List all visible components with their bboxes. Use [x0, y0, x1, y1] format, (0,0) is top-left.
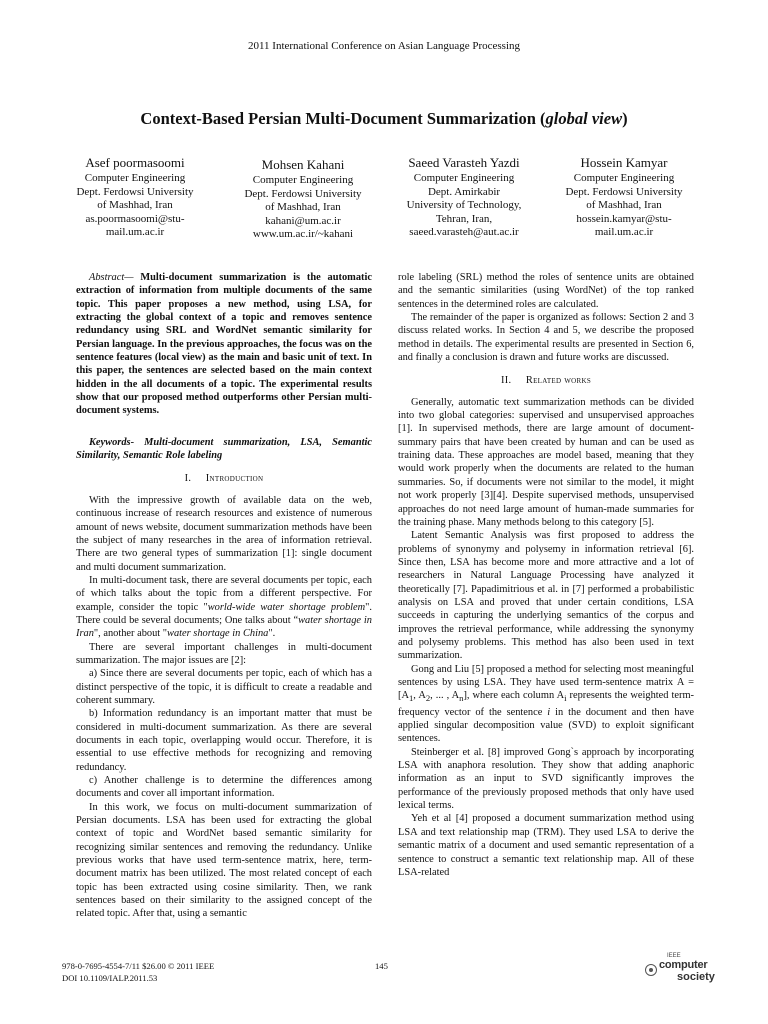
- author-email: hossein.kamyar@stu-: [576, 212, 672, 225]
- italic-run: i: [547, 706, 551, 718]
- author-name: Saeed Varasteh Yazdi: [408, 155, 520, 170]
- author-name: Hossein Kamyar: [580, 155, 668, 170]
- title-italic: global view: [545, 109, 623, 128]
- logo-computer-text: computer: [659, 959, 708, 971]
- section-title: Related works: [525, 375, 592, 387]
- section-title: Introduction: [205, 473, 264, 485]
- author-affiliation: Dept. Ferdowsi University: [244, 187, 362, 200]
- logo-society-text: society: [677, 971, 715, 983]
- author-affiliation: of Mashhad, Iran: [265, 201, 341, 214]
- section-heading: [76, 472, 372, 485]
- list-item: b) Information redundancy is an important matter that must be considered in multi-document summarization. As there are several documents in each topic, overlapping would occur. Therefore, it is essential to use effective methods for recognizing and removing redundancy.: [76, 708, 372, 773]
- paragraph: There are several important challenges in multi-document summarization. The major issues are [2]:: [76, 641, 372, 666]
- abstract-dash: —: [124, 272, 134, 283]
- text-run: , ... , A: [430, 690, 460, 702]
- author-affiliation: University of Technology,: [406, 199, 522, 212]
- author-affiliation: Dept. Ferdowsi University: [76, 185, 194, 198]
- author-email: kahani@um.ac.ir: [265, 214, 341, 227]
- author-block: [218, 158, 388, 241]
- right-column: [398, 271, 694, 879]
- text-run: Gong and Liu [5] proposed a method for selecting most meaningful sentences by using LSA. They have used term-sentence matrix A = [A: [398, 663, 694, 702]
- italic-run: water shortage in China: [167, 628, 269, 640]
- title-end: ): [622, 109, 628, 128]
- list-item: c) Another challenge is to determine the differences among documents and cover all important information.: [76, 775, 372, 800]
- text-run: , A: [413, 690, 426, 702]
- author-email: mail.um.ac.ir: [594, 226, 654, 239]
- author-affiliation: of Mashhad, Iran: [97, 199, 173, 212]
- conference-header: 2011 International Conference on Asian Language Processing: [247, 40, 521, 52]
- author-affiliation: Dept. Ferdowsi University: [565, 185, 683, 198]
- italic-run: water shortage in Iran: [76, 614, 372, 640]
- paragraph: With the impressive growth of available data on the web, continuous increase of research resources and existence of numerous amount of news website, document summarization methods have been the subject of many researches in the area of information retrieval. There are two general types of summarization [1]: single document and multi document summarization.: [76, 494, 372, 573]
- text-run: ", another about ": [93, 628, 168, 640]
- footer-isbn: 978-0-7695-4554-7/11 $26.00 © 2011 IEEE: [62, 961, 215, 971]
- text-run: in the document and then have applied singular decomposition value (SVD) to exploit significant sentences.: [398, 706, 695, 745]
- paper-title: [0, 109, 768, 129]
- text-run: represents the weighted term-frequency vector of the sentence: [398, 690, 694, 718]
- footer-copyright: [62, 961, 214, 984]
- author-affiliation: Dept. Amirkabir: [427, 185, 501, 198]
- abstract-text: Multi-document summarization is the automatic extraction of information from multiple documents of the same topic. This paper proposes a new method, using LSA, for extracting the global context of a topic and removes sentence redundancy using SRL and WordNet semantic similarity for Persian language. In the previous approaches, the focus was on the sentence features (local view) as the main and basic unit of text. In this paper, the sentences are selected based on the main context hidden in the all documents of a topic. The experimental results show that our proposed method outperforms other Persian multi-document systems.: [76, 272, 372, 417]
- author-url: www.um.ac.ir/~kahani: [252, 228, 354, 241]
- text-run: ". There could be several documents; One talks about “: [76, 601, 372, 626]
- list-item: a) Since there are several documents per topic, each of which has a distinct perspective of the topic, it is difficult to create a readable and coherent summary.: [76, 668, 372, 706]
- paragraph: [76, 574, 372, 641]
- author-affiliation: of Mashhad, Iran: [586, 199, 662, 212]
- paragraph: The remainder of the paper is organized as follows: Section 2 and 3 discuss related works. In Section 4 and 5, we describe the proposed method in details. The experimental results are presented in Section 6, and finally a conclusion is drawn and future works are discussed.: [398, 312, 694, 364]
- logo-ieee-text: IEEE: [667, 953, 681, 959]
- author-email: saeed.varasteh@aut.ac.ir: [409, 226, 519, 239]
- author-affiliation: Computer Engineering: [252, 174, 354, 187]
- text-run: ], where each column A: [463, 690, 565, 702]
- footer-doi: DOI 10.1109/IALP.2011.53: [62, 972, 158, 983]
- subscript: 1: [408, 693, 414, 704]
- keywords: Keywords- Multi-document summarization, LSA, Semantic Similarity, Semantic Role labeling: [76, 436, 372, 462]
- abstract-label: Abstract: [89, 272, 125, 283]
- left-column: [76, 271, 372, 921]
- author-affiliation: Computer Engineering: [573, 172, 675, 185]
- author-name: Mohsen Kahani: [261, 157, 345, 172]
- italic-run: world-wide water shortage problem: [207, 601, 366, 613]
- title-main: Context-Based Persian Multi-Document Summarization (: [140, 109, 546, 128]
- paragraph: In this work, we focus on multi-document summarization of Persian documents. LSA has been used for extracting the global context of topic and WordNet based semantic similarity for recognizing similar sentences and removing the redundancy. Unlike previous works that have used term-sentence matrix, here, term-document matrix has been utilized. The most related concept of each topic has been extracted using cosine similarity. Then, we rank sentences based on their similarity to the assigned concept of the related topic. After that, using a semantic: [76, 801, 372, 920]
- section-number: I.: [184, 473, 192, 485]
- author-affiliation: Tehran, Iran,: [435, 212, 493, 225]
- abstract: [76, 271, 372, 418]
- paragraph: Steinberger et al. [8] improved Gong`s approach by incorporating LSA with anaphora resolution. They show that adding anaphoric information as an input to SVD significantly improves the performance of the previously proposed methods that only have used lexical terms.: [398, 746, 694, 812]
- author-name: Asef poormasoomi: [85, 155, 185, 170]
- paragraph: Generally, automatic text summarization methods can be divided into two global categories: supervised and unsupervised approaches [1]. In supervised methods, there are large amount of document-summary pairs that have been created by human and can be used as training data. These approaches are model based, meaning that they would work properly when the documents are related to the human summaries. So, if documents were not similar to the model, it might not work properly [3][4]. Despite supervised methods, unsupervised approaches do not need large amount of human-made summaries for the training phase. Many methods belong to this category [5].: [398, 396, 694, 528]
- author-affiliation: Computer Engineering: [413, 172, 515, 185]
- page-number: 145: [375, 961, 388, 971]
- paragraph: [398, 663, 694, 746]
- author-block: [539, 156, 709, 239]
- ieee-computer-society-logo: [645, 953, 715, 987]
- subscript: n: [459, 693, 464, 704]
- author-affiliation: Computer Engineering: [84, 172, 186, 185]
- paragraph: role labeling (SRL) method the roles of sentence units are obtained and the semantic similarities (using WordNet) of the top ranked sentences in the determined roles are calculated.: [398, 272, 694, 310]
- paragraph: Yeh et al [4] proposed a document summarization method using LSA and text relationship map (TRM). They used LSA to derive the semantic matrix of a document and used semantic representation of a sentence to construct a semantic text relationship map. All of these LSA-related: [398, 813, 694, 878]
- paragraph: Latent Semantic Analysis was first proposed to address the problems of synonymy and polysemy in information retrieval [6]. Since then, LSA has become more and more attractive and a lot of researchers in Natural Language Processing have analyzed it theoretically [7]. Papadimitrious et al. in [7] performed a probabilistic analysis on LSA and proved that under certain conditions, LSA succeeds in capturing the underlying semantics of the corpus and improves the retrieval performance, while addressing the synonymy and polysemy problems. This method has also been used in text summarization.: [398, 530, 694, 662]
- author-block: [50, 156, 220, 239]
- section-heading: [398, 374, 694, 387]
- subscript: i: [564, 693, 567, 704]
- author-email: mail.um.ac.ir: [105, 226, 165, 239]
- text-run: In multi-document task, there are several documents per topic, each of which talks about the topic from a different perspective. For example, consider the topic ": [76, 574, 372, 613]
- author-email: as.poormasoomi@stu-: [85, 212, 185, 225]
- ieee-ring-icon: [645, 964, 657, 976]
- author-block: [379, 156, 549, 239]
- text-run: ".: [268, 628, 276, 640]
- subscript: 2: [425, 693, 431, 704]
- section-number: II.: [500, 375, 512, 387]
